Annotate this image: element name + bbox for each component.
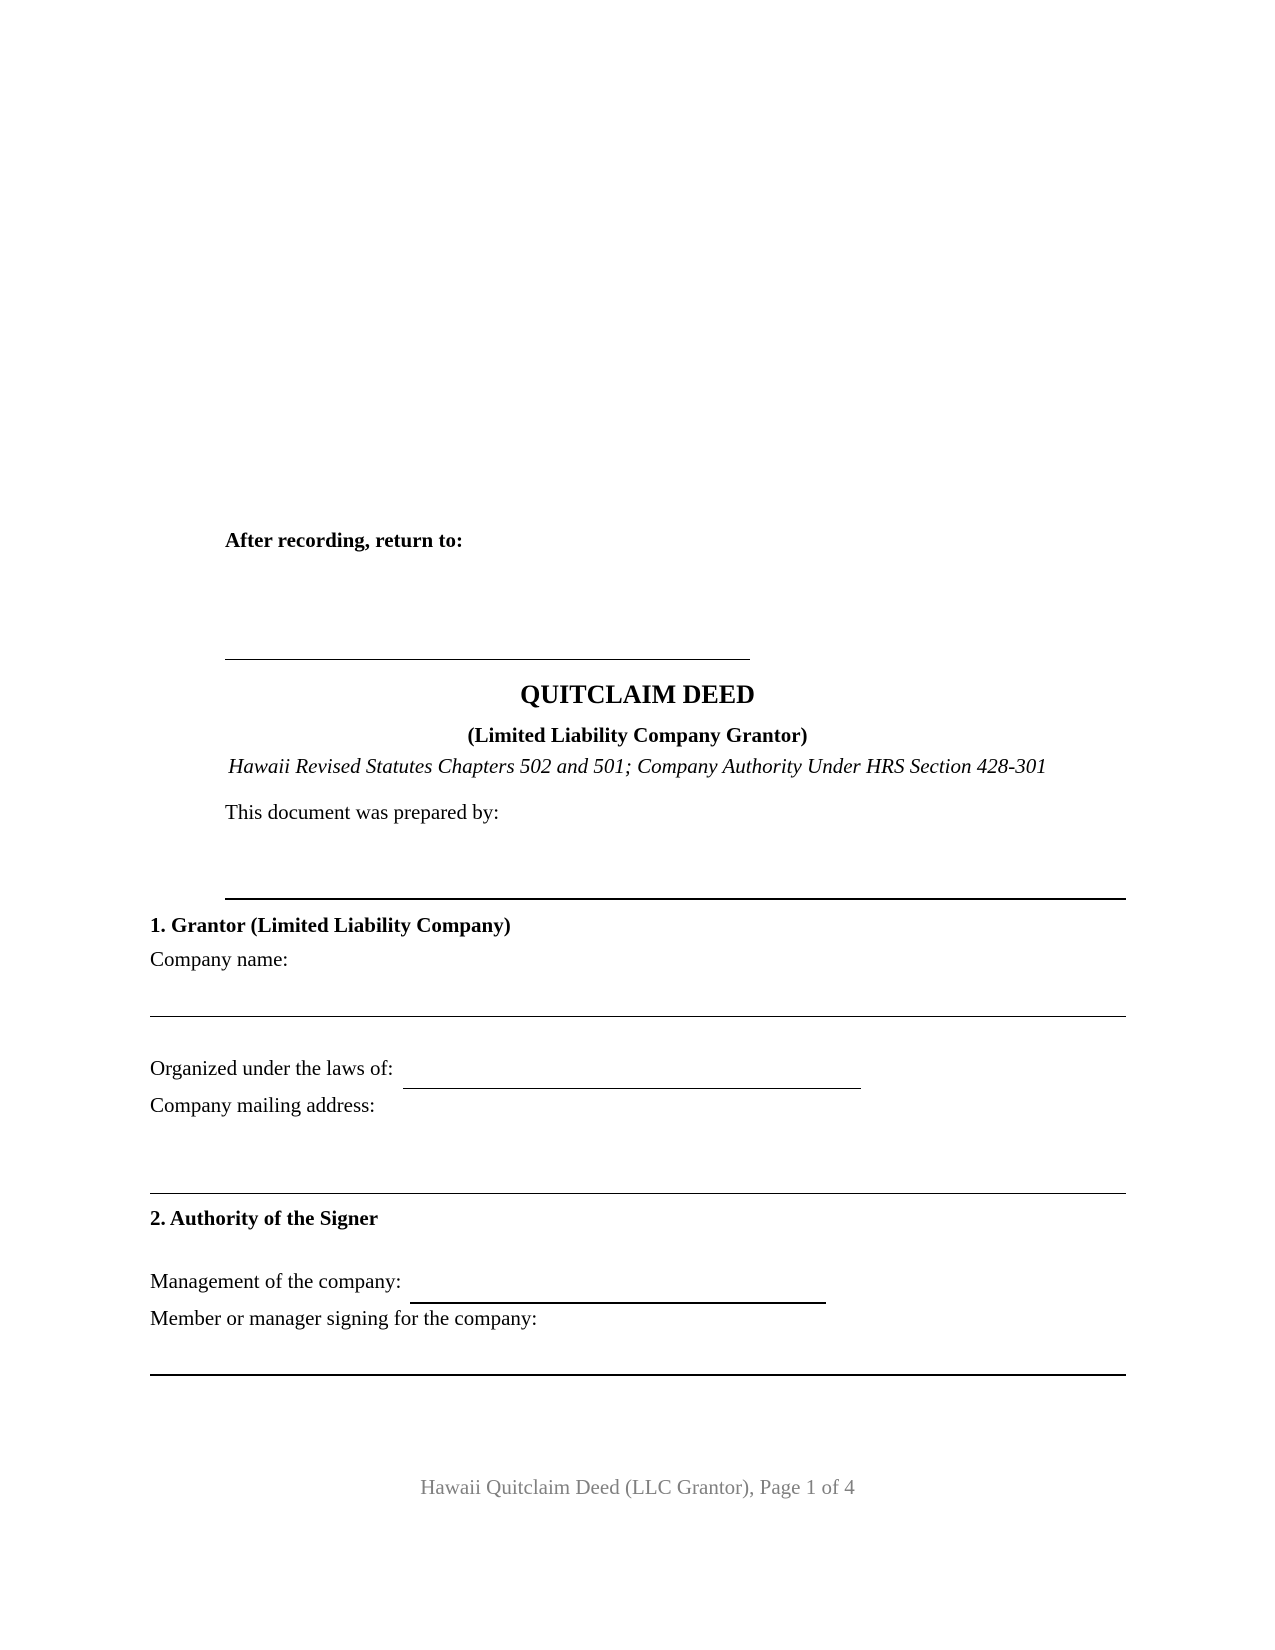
management-label: Management of the company:	[150, 1269, 402, 1293]
document-subtitle: (Limited Liability Company Grantor)	[467, 723, 808, 747]
organized-under-laws-label: Organized under the laws of:	[150, 1056, 394, 1080]
section-2-heading: 2. Authority of the Signer	[150, 1206, 379, 1230]
management-field[interactable]	[410, 1302, 826, 1304]
return-to-label: After recording, return to:	[225, 528, 463, 552]
company-mailing-address-label: Company mailing address:	[150, 1093, 376, 1117]
prepared-by-label: This document was prepared by:	[225, 800, 500, 824]
member-manager-signing-label: Member or manager signing for the company:	[150, 1306, 538, 1330]
prepared-by-field[interactable]	[225, 898, 1126, 900]
company-mailing-address-field[interactable]	[150, 1193, 1126, 1194]
page-footer: Hawaii Quitclaim Deed (LLC Grantor), Page 1 of 4	[420, 1475, 855, 1499]
organized-under-laws-field[interactable]	[403, 1088, 861, 1089]
section-1-heading: 1. Grantor (Limited Liability Company)	[150, 913, 511, 937]
member-manager-signing-field[interactable]	[150, 1374, 1126, 1376]
return-to-address-field[interactable]	[225, 659, 750, 660]
statutes-reference: Hawaii Revised Statutes Chapters 502 and 501; Company Authority Under HRS Section 428-301	[228, 754, 1047, 778]
company-name-label: Company name:	[150, 947, 289, 971]
document-title: QUITCLAIM DEED	[520, 680, 755, 709]
company-name-field[interactable]	[150, 1016, 1126, 1017]
